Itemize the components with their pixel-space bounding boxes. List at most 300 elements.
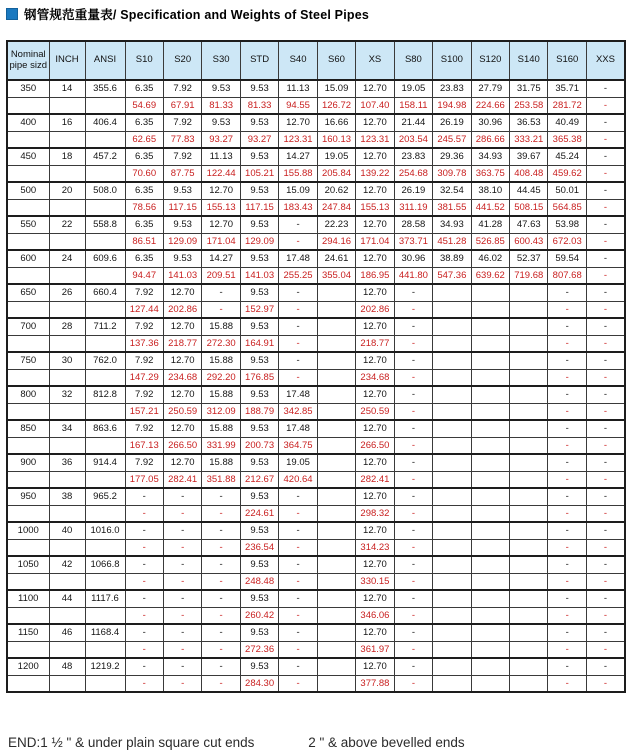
weight-cell: 94.47: [125, 267, 163, 284]
weight-cell: -: [394, 573, 432, 590]
thickness-cell: -: [586, 658, 625, 675]
thickness-cell: -: [586, 250, 625, 267]
weight-cell: 311.19: [394, 199, 432, 216]
empty-cell: [7, 131, 49, 148]
thickness-cell: -: [202, 488, 240, 505]
empty-cell: [7, 403, 49, 420]
pipe-size-cell: 600: [7, 250, 49, 267]
thickness-cell: -: [548, 624, 586, 641]
thickness-cell: 27.79: [471, 80, 509, 97]
inch-cell: 24: [49, 250, 85, 267]
weight-cell: [433, 369, 471, 386]
weight-cell: -: [163, 539, 201, 556]
thickness-cell: 12.70: [356, 80, 394, 97]
weight-cell: 253.58: [510, 97, 548, 114]
weight-cell: [471, 607, 509, 624]
thickness-cell: 32.54: [433, 182, 471, 199]
weight-cell: -: [548, 335, 586, 352]
weight-cell: 122.44: [202, 165, 240, 182]
table-row-weight: [7, 97, 625, 114]
thickness-cell: -: [279, 658, 317, 675]
empty-cell: [49, 641, 85, 658]
thickness-cell: 59.54: [548, 250, 586, 267]
thickness-cell: 12.70: [163, 454, 201, 471]
thickness-cell: 7.92: [125, 284, 163, 301]
thickness-cell: -: [125, 590, 163, 607]
thickness-cell: [510, 522, 548, 539]
thickness-cell: 9.53: [240, 420, 278, 437]
table-row-thickness: [7, 386, 625, 403]
thickness-cell: -: [279, 590, 317, 607]
thickness-cell: 23.83: [433, 80, 471, 97]
pipe-size-cell: 550: [7, 216, 49, 233]
pipe-size-cell: 400: [7, 114, 49, 131]
weight-cell: [510, 301, 548, 318]
pipe-table-header-row: [7, 41, 625, 80]
weight-cell: -: [279, 573, 317, 590]
thickness-cell: 12.70: [279, 114, 317, 131]
thickness-cell: 39.67: [510, 148, 548, 165]
weight-cell: [471, 301, 509, 318]
weight-cell: [433, 573, 471, 590]
thickness-cell: -: [394, 352, 432, 369]
weight-cell: 459.62: [548, 165, 586, 182]
weight-cell: 94.55: [279, 97, 317, 114]
thickness-cell: -: [586, 590, 625, 607]
title-bullet-icon: [6, 8, 18, 20]
column-header-ansi: ANSI: [85, 41, 125, 80]
thickness-cell: 9.53: [240, 624, 278, 641]
weight-cell: [510, 471, 548, 488]
weight-cell: -: [548, 573, 586, 590]
thickness-cell: 26.19: [433, 114, 471, 131]
weight-cell: -: [202, 505, 240, 522]
ansi-cell: 660.4: [85, 284, 125, 301]
weight-cell: -: [394, 403, 432, 420]
weight-cell: [510, 369, 548, 386]
thickness-cell: 12.70: [356, 148, 394, 165]
weight-cell: -: [586, 573, 625, 590]
table-row-weight: [7, 165, 625, 182]
thickness-cell: [471, 488, 509, 505]
thickness-cell: 7.92: [125, 454, 163, 471]
pipe-spec-table: [6, 40, 626, 693]
column-header-s120: S120: [471, 41, 509, 80]
thickness-cell: 9.53: [240, 522, 278, 539]
weight-cell: -: [125, 539, 163, 556]
ansi-cell: 863.6: [85, 420, 125, 437]
weight-cell: -: [279, 505, 317, 522]
weight-cell: 294.16: [317, 233, 355, 250]
thickness-cell: 53.98: [548, 216, 586, 233]
thickness-cell: 15.09: [317, 80, 355, 97]
thickness-cell: 12.70: [356, 522, 394, 539]
weight-cell: 441.52: [471, 199, 509, 216]
thickness-cell: 12.70: [356, 386, 394, 403]
ansi-cell: 812.8: [85, 386, 125, 403]
weight-cell: 117.15: [163, 199, 201, 216]
thickness-cell: [433, 590, 471, 607]
thickness-cell: 16.66: [317, 114, 355, 131]
weight-cell: [471, 641, 509, 658]
weight-cell: -: [586, 131, 625, 148]
column-header-std: STD: [240, 41, 278, 80]
thickness-cell: [510, 590, 548, 607]
weight-cell: [471, 403, 509, 420]
inch-cell: 16: [49, 114, 85, 131]
thickness-cell: -: [586, 522, 625, 539]
thickness-cell: 6.35: [125, 80, 163, 97]
weight-cell: [510, 403, 548, 420]
pipe-table-header: [7, 41, 625, 80]
weight-cell: -: [202, 675, 240, 692]
weight-cell: 224.66: [471, 97, 509, 114]
thickness-cell: [510, 658, 548, 675]
thickness-cell: 7.92: [125, 386, 163, 403]
empty-cell: [7, 97, 49, 114]
weight-cell: 155.13: [202, 199, 240, 216]
weight-cell: -: [125, 573, 163, 590]
thickness-cell: [317, 624, 355, 641]
weight-cell: -: [125, 675, 163, 692]
thickness-cell: 12.70: [356, 556, 394, 573]
thickness-cell: 9.53: [202, 114, 240, 131]
weight-cell: -: [202, 301, 240, 318]
thickness-cell: 38.89: [433, 250, 471, 267]
weight-cell: [317, 573, 355, 590]
column-header-inch: INCH: [49, 41, 85, 80]
weight-cell: -: [163, 675, 201, 692]
weight-cell: 123.31: [356, 131, 394, 148]
weight-cell: -: [163, 607, 201, 624]
thickness-cell: -: [586, 148, 625, 165]
thickness-cell: 19.05: [279, 454, 317, 471]
weight-cell: -: [548, 641, 586, 658]
weight-cell: 212.67: [240, 471, 278, 488]
weight-cell: [433, 471, 471, 488]
thickness-cell: 9.53: [240, 318, 278, 335]
thickness-cell: -: [586, 488, 625, 505]
thickness-cell: 12.70: [202, 182, 240, 199]
thickness-cell: 9.53: [240, 386, 278, 403]
inch-cell: 32: [49, 386, 85, 403]
table-row-weight: [7, 369, 625, 386]
thickness-cell: [471, 352, 509, 369]
weight-cell: -: [279, 675, 317, 692]
weight-cell: 183.43: [279, 199, 317, 216]
column-header-s30: S30: [202, 41, 240, 80]
empty-cell: [7, 301, 49, 318]
thickness-cell: 7.92: [163, 148, 201, 165]
thickness-cell: 12.70: [356, 284, 394, 301]
thickness-cell: [317, 488, 355, 505]
empty-cell: [49, 131, 85, 148]
empty-cell: [7, 335, 49, 352]
weight-cell: 365.38: [548, 131, 586, 148]
weight-cell: 377.88: [356, 675, 394, 692]
thickness-cell: 44.45: [510, 182, 548, 199]
weight-cell: -: [394, 471, 432, 488]
table-row-thickness: [7, 114, 625, 131]
thickness-cell: 23.83: [394, 148, 432, 165]
thickness-cell: -: [125, 556, 163, 573]
thickness-cell: [317, 454, 355, 471]
weight-cell: -: [279, 369, 317, 386]
thickness-cell: -: [394, 284, 432, 301]
empty-cell: [7, 675, 49, 692]
thickness-cell: -: [586, 182, 625, 199]
thickness-cell: [317, 386, 355, 403]
weight-cell: 248.48: [240, 573, 278, 590]
weight-cell: -: [202, 607, 240, 624]
pipe-size-cell: 650: [7, 284, 49, 301]
end-note: [8, 735, 465, 750]
weight-cell: [510, 539, 548, 556]
weight-cell: -: [586, 165, 625, 182]
column-header-s10: S10: [125, 41, 163, 80]
empty-cell: [85, 97, 125, 114]
weight-cell: 672.03: [548, 233, 586, 250]
weight-cell: 224.61: [240, 505, 278, 522]
thickness-cell: 41.28: [471, 216, 509, 233]
thickness-cell: [433, 556, 471, 573]
thickness-cell: [471, 420, 509, 437]
thickness-cell: 12.70: [356, 624, 394, 641]
inch-cell: 46: [49, 624, 85, 641]
weight-cell: [433, 675, 471, 692]
end-note-left: END:1 ½ " & under plain square cut ends: [8, 735, 255, 750]
weight-cell: 331.99: [202, 437, 240, 454]
weight-cell: [433, 539, 471, 556]
thickness-cell: -: [202, 556, 240, 573]
thickness-cell: 15.88: [202, 454, 240, 471]
thickness-cell: -: [279, 522, 317, 539]
thickness-cell: -: [125, 522, 163, 539]
weight-cell: 266.50: [163, 437, 201, 454]
weight-cell: 719.68: [510, 267, 548, 284]
ansi-cell: 355.6: [85, 80, 125, 97]
thickness-cell: -: [202, 624, 240, 641]
empty-cell: [49, 369, 85, 386]
weight-cell: 202.86: [356, 301, 394, 318]
thickness-cell: 9.53: [240, 556, 278, 573]
thickness-cell: -: [163, 488, 201, 505]
weight-cell: [471, 675, 509, 692]
thickness-cell: 9.53: [240, 454, 278, 471]
thickness-cell: [510, 386, 548, 403]
thickness-cell: [433, 284, 471, 301]
thickness-cell: [510, 420, 548, 437]
ansi-cell: 711.2: [85, 318, 125, 335]
thickness-cell: [510, 318, 548, 335]
thickness-cell: [471, 454, 509, 471]
weight-cell: 282.41: [356, 471, 394, 488]
weight-cell: -: [125, 607, 163, 624]
thickness-cell: -: [548, 284, 586, 301]
thickness-cell: -: [586, 284, 625, 301]
inch-cell: 40: [49, 522, 85, 539]
thickness-cell: -: [279, 284, 317, 301]
weight-cell: [317, 675, 355, 692]
thickness-cell: [471, 522, 509, 539]
thickness-cell: -: [586, 454, 625, 471]
weight-cell: 330.15: [356, 573, 394, 590]
weight-cell: 186.95: [356, 267, 394, 284]
weight-cell: -: [279, 539, 317, 556]
weight-cell: 54.69: [125, 97, 163, 114]
empty-cell: [85, 335, 125, 352]
weight-cell: 282.41: [163, 471, 201, 488]
weight-cell: -: [586, 97, 625, 114]
thickness-cell: -: [548, 556, 586, 573]
weight-cell: 141.03: [163, 267, 201, 284]
weight-cell: -: [394, 369, 432, 386]
weight-cell: 155.88: [279, 165, 317, 182]
weight-cell: 139.22: [356, 165, 394, 182]
weight-cell: -: [163, 573, 201, 590]
thickness-cell: -: [586, 80, 625, 97]
thickness-cell: 38.10: [471, 182, 509, 199]
weight-cell: 309.78: [433, 165, 471, 182]
weight-cell: 346.06: [356, 607, 394, 624]
weight-cell: 236.54: [240, 539, 278, 556]
empty-cell: [7, 233, 49, 250]
weight-cell: 333.21: [510, 131, 548, 148]
empty-cell: [7, 165, 49, 182]
empty-cell: [85, 675, 125, 692]
weight-cell: 126.72: [317, 97, 355, 114]
thickness-cell: 34.93: [433, 216, 471, 233]
weight-cell: [433, 437, 471, 454]
thickness-cell: 9.53: [240, 284, 278, 301]
weight-cell: [317, 641, 355, 658]
thickness-cell: -: [279, 216, 317, 233]
thickness-cell: 11.13: [279, 80, 317, 97]
weight-cell: -: [202, 641, 240, 658]
empty-cell: [49, 165, 85, 182]
table-row-thickness: [7, 488, 625, 505]
pipe-size-cell: 900: [7, 454, 49, 471]
thickness-cell: -: [586, 216, 625, 233]
page-title: [6, 5, 369, 23]
table-row-weight: [7, 539, 625, 556]
weight-cell: 247.84: [317, 199, 355, 216]
weight-cell: 361.97: [356, 641, 394, 658]
empty-cell: [49, 233, 85, 250]
thickness-cell: -: [394, 556, 432, 573]
empty-cell: [85, 539, 125, 556]
weight-cell: -: [202, 573, 240, 590]
weight-cell: -: [548, 675, 586, 692]
table-row-thickness: [7, 352, 625, 369]
weight-cell: 152.97: [240, 301, 278, 318]
thickness-cell: -: [548, 522, 586, 539]
weight-cell: 266.50: [356, 437, 394, 454]
table-row-thickness: [7, 522, 625, 539]
thickness-cell: -: [163, 556, 201, 573]
weight-cell: 67.91: [163, 97, 201, 114]
weight-cell: -: [548, 301, 586, 318]
thickness-cell: -: [163, 522, 201, 539]
weight-cell: -: [586, 539, 625, 556]
thickness-cell: -: [586, 318, 625, 335]
weight-cell: -: [548, 471, 586, 488]
thickness-cell: -: [394, 318, 432, 335]
inch-cell: 30: [49, 352, 85, 369]
inch-cell: 44: [49, 590, 85, 607]
thickness-cell: -: [548, 318, 586, 335]
thickness-cell: 36.53: [510, 114, 548, 131]
thickness-cell: 12.70: [356, 216, 394, 233]
weight-cell: 203.54: [394, 131, 432, 148]
page-title-text: 钢管规范重量表/ Specification and Weights of Steel Pipes: [24, 8, 370, 22]
pipe-size-cell: 1050: [7, 556, 49, 573]
thickness-cell: -: [279, 488, 317, 505]
weight-cell: [471, 471, 509, 488]
column-header-s80: S80: [394, 41, 432, 80]
weight-cell: -: [125, 505, 163, 522]
thickness-cell: 6.35: [125, 114, 163, 131]
thickness-cell: 6.35: [125, 182, 163, 199]
thickness-cell: 52.37: [510, 250, 548, 267]
weight-cell: 408.48: [510, 165, 548, 182]
thickness-cell: -: [279, 556, 317, 573]
weight-cell: 160.13: [317, 131, 355, 148]
weight-cell: 171.04: [202, 233, 240, 250]
weight-cell: 364.75: [279, 437, 317, 454]
thickness-cell: [471, 658, 509, 675]
thickness-cell: 34.93: [471, 148, 509, 165]
table-row-weight: [7, 641, 625, 658]
table-row-thickness: [7, 216, 625, 233]
thickness-cell: 9.53: [240, 590, 278, 607]
weight-cell: 547.36: [433, 267, 471, 284]
thickness-cell: [510, 454, 548, 471]
inch-cell: 18: [49, 148, 85, 165]
weight-cell: -: [279, 301, 317, 318]
thickness-cell: -: [394, 522, 432, 539]
thickness-cell: 19.05: [394, 80, 432, 97]
weight-cell: 342.85: [279, 403, 317, 420]
empty-cell: [85, 471, 125, 488]
table-row-thickness: [7, 420, 625, 437]
table-row-weight: [7, 301, 625, 318]
thickness-cell: [317, 352, 355, 369]
thickness-cell: 12.70: [163, 352, 201, 369]
weight-cell: 157.21: [125, 403, 163, 420]
empty-cell: [49, 301, 85, 318]
empty-cell: [7, 607, 49, 624]
thickness-cell: [471, 624, 509, 641]
weight-cell: 167.13: [125, 437, 163, 454]
thickness-cell: 46.02: [471, 250, 509, 267]
column-header-s60: S60: [317, 41, 355, 80]
empty-cell: [49, 573, 85, 590]
weight-cell: -: [548, 369, 586, 386]
thickness-cell: 9.53: [163, 250, 201, 267]
column-header-s160: S160: [548, 41, 586, 80]
thickness-cell: 35.71: [548, 80, 586, 97]
thickness-cell: 20.62: [317, 182, 355, 199]
inch-cell: 26: [49, 284, 85, 301]
weight-cell: 141.03: [240, 267, 278, 284]
weight-cell: 78.56: [125, 199, 163, 216]
weight-cell: 314.23: [356, 539, 394, 556]
empty-cell: [85, 573, 125, 590]
empty-cell: [49, 471, 85, 488]
pipe-size-cell: 1100: [7, 590, 49, 607]
weight-cell: [317, 539, 355, 556]
